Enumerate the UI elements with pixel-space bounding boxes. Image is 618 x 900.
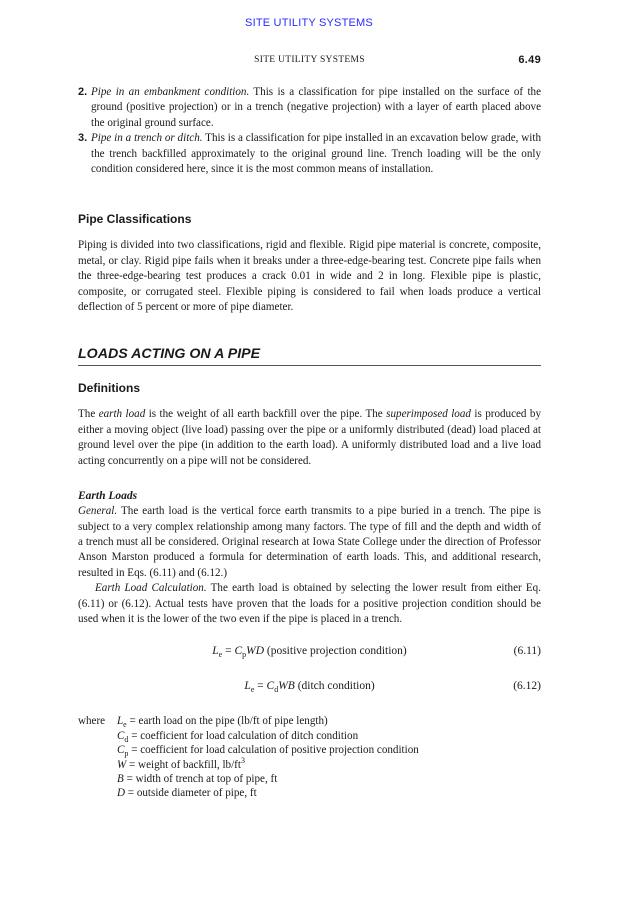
- definitions-paragraph: [78, 407, 541, 469]
- definition-symbol: C: [117, 744, 125, 757]
- list-item-text: This is a classification for pipe installed on the surface of the ground (positive projection) or in a trench (negative projection) with a layer of earth placed above the original ground surface.: [91, 86, 541, 129]
- definition-unit-sup: 3: [240, 755, 245, 765]
- equation-body: [78, 676, 541, 696]
- definition-row: [78, 714, 541, 728]
- definition-text: [117, 729, 358, 743]
- definition-text: [117, 772, 277, 786]
- loads-section-heading: LOADS ACTING ON A PIPE: [78, 345, 541, 366]
- definitions-heading: Definitions: [78, 381, 140, 396]
- page-content: [78, 85, 541, 801]
- running-title: SITE UTILITY SYSTEMS: [245, 17, 373, 29]
- header-title: SITE UTILITY SYSTEMS: [254, 55, 365, 65]
- definition-meaning: = weight of backfill, lb/ft: [129, 758, 241, 771]
- definition-text: [117, 743, 419, 757]
- definition-meaning: = earth load on the pipe (lb/ft of pipe length): [129, 715, 328, 728]
- list-item-text: This is a classification for pipe installed in an excavation below grade, with the trench backfilled approximately to the original ground line. Trench loading will be the only condition considered here, since it is the most common means of installation.: [91, 132, 542, 176]
- eq-lhs-sub: e: [250, 685, 255, 695]
- list-item: [78, 85, 541, 131]
- list-item-number: 3.: [78, 132, 88, 145]
- equation-body: [78, 641, 541, 661]
- definition-meaning: = coefficient for load calculation of positive projection condition: [131, 744, 419, 757]
- eq-coef: C: [266, 680, 275, 693]
- definition-symbol-sub: e: [123, 720, 127, 730]
- equation-6-12: [78, 676, 541, 696]
- definition-row: [78, 786, 541, 800]
- definitions-text-2: is the weight of all earth backfill over the pipe. The: [145, 408, 387, 421]
- page-header: [78, 55, 541, 69]
- where-label: where: [78, 715, 106, 728]
- eq-equals: =: [222, 645, 235, 658]
- term-superimposed-load: superimposed load: [386, 408, 471, 421]
- definition-row: [78, 743, 541, 757]
- definition-text: [117, 714, 328, 728]
- list-item-number: 2.: [78, 86, 88, 98]
- definition-symbol-sub: d: [124, 734, 129, 744]
- equation-number: (6.12): [513, 680, 541, 693]
- definition-symbol: C: [117, 729, 125, 742]
- definition-symbol: L: [117, 715, 124, 728]
- list-item: [78, 131, 541, 177]
- definition-symbol: D: [117, 787, 126, 800]
- eq-vars: WB: [278, 680, 295, 693]
- definition-text: [117, 755, 245, 772]
- pipe-classifications-paragraph: Piping is divided into two classifications, rigid and flexible. Rigid pipe material is concrete, composite, metal, or clay. Rigid pipe fails when it breaks under a three-edge-bearing test. Concrete pipe fails when the three-edge-bearing test produces a crack 0.01 in wide and 2 in long. Flexible pipe is plastic, composite, or corrugated steel. Flexible piping is considered to fail when loads produce a vertical deflection of 5 percent or more of pipe diameter.: [78, 239, 541, 314]
- eq-note: (positive projection condition): [264, 645, 407, 658]
- definitions-text-3: is produced by either a moving object (live load) passing over the pipe or a uniformly distributed (dead) load placed at ground level over the pipe (in addition to the earth load). A uniformly distributed load and a live load acting concurrently on a pipe will not be considered.: [78, 408, 541, 467]
- definition-symbol: B: [117, 772, 124, 785]
- pipe-classifications-heading: Pipe Classifications: [78, 212, 192, 227]
- definition-row: [78, 755, 541, 772]
- eq-lhs: L: [244, 680, 251, 693]
- definition-meaning: = width of trench at top of pipe, ft: [126, 772, 278, 785]
- eq-lhs: L: [212, 645, 219, 658]
- definition-row: [78, 772, 541, 786]
- condition-list: [78, 85, 541, 177]
- definition-text: [117, 786, 257, 800]
- calc-text: The earth load is obtained by selecting the lower result from either Eq. (6.11) or (6.12). Actual tests have proven that the loads for a positive projection condition should be used when it is the lower of the two even if the pipe is placed in a trench.: [78, 582, 541, 625]
- eq-coef: C: [234, 645, 243, 658]
- definition-symbol-sub: p: [124, 749, 129, 759]
- earth-load-calculation-paragraph: [78, 581, 541, 627]
- general-text: The earth load is the vertical force earth transmits to a pipe buried in a trench. The pipe is subject to a very complex relationship among many factors. The type of fill and the depth and width of a trench must all be considered. Original research at Iowa State College under the direction of Professor Anson Marston produced a formula for determination of earth loads. This, and additional research, resulted in Eqs. (6.11) and (6.12.): [78, 505, 541, 579]
- definition-meaning: = outside diameter of pipe, ft: [127, 787, 257, 800]
- definition-row: [78, 729, 541, 743]
- eq-coef-sub: d: [274, 685, 279, 695]
- calc-label: Earth Load Calculation.: [95, 582, 207, 595]
- term-earth-load: earth load: [98, 408, 146, 421]
- eq-equals: =: [254, 680, 267, 693]
- variable-definitions: [78, 714, 541, 800]
- definition-meaning: = coefficient for load calculation of ditch condition: [131, 729, 359, 742]
- list-item-label: Pipe in an embankment condition.: [91, 86, 250, 98]
- list-item-label: Pipe in a trench or ditch.: [91, 132, 203, 145]
- eq-coef-sub: p: [242, 650, 247, 660]
- equation-number: (6.11): [513, 645, 541, 658]
- eq-vars: WD: [246, 645, 264, 658]
- eq-lhs-sub: e: [218, 650, 223, 660]
- earth-loads-general-paragraph: [78, 504, 541, 581]
- equation-6-11: [78, 641, 541, 661]
- general-label: General.: [78, 505, 118, 518]
- earth-loads-heading: Earth Loads: [78, 490, 138, 503]
- page-number: 6.49: [518, 54, 541, 66]
- definition-symbol: W: [117, 758, 127, 771]
- eq-note: (ditch condition): [294, 680, 375, 693]
- definitions-text-1: The: [78, 408, 99, 421]
